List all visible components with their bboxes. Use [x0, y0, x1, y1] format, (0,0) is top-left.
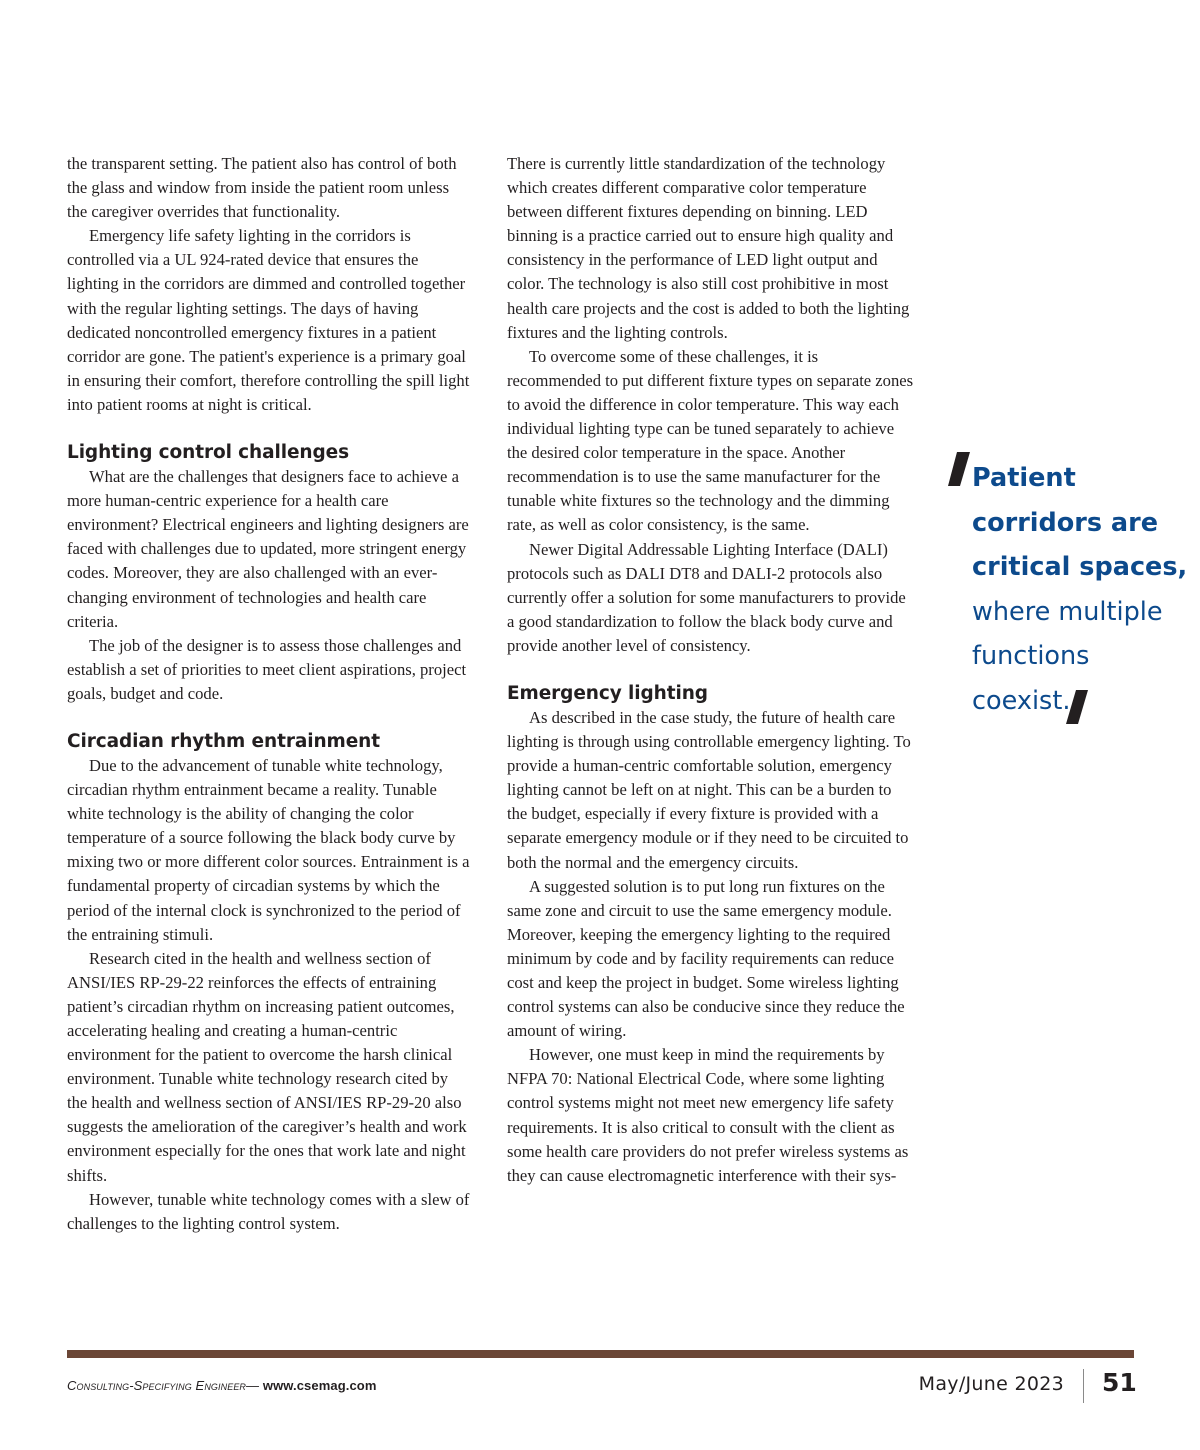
pull-quote — [972, 456, 1192, 724]
body-paragraph: The job of the designer is to assess those challenges and establish a set of priorities to meet client aspirations, project goals, budget and code. — [67, 635, 467, 703]
pull-quote-line: coexist. — [972, 685, 1071, 716]
footer-rule — [67, 1350, 1134, 1358]
section-heading: Emergency lighting — [507, 682, 708, 704]
middle-column — [507, 152, 914, 1188]
body-paragraph: Emergency life safety lighting in the corridors is controlled via a UL 924-rated device that ensures the lighting in the corridors are dimmed and controlled together with the regular lighting settings. The days of having dedicated noncontrolled emergency fixtures in a patient corridor are gone. The patient's experience is a primary goal in ensuring their comfort, therefore controlling the spill light into patient rooms at night is critical. — [67, 226, 470, 414]
body-paragraph: As described in the case study, the future of health care lighting is through using controllable emergency lighting. To provide a human-centric comfortable solution, emergency lighting cannot be left on at night. This can be a burden to the budget, especially if every fixture is provided with a separate emergency module or if they need to be circuited to both the normal and the emergency circuits. — [507, 707, 911, 872]
pull-quote-line: where multiple — [972, 596, 1163, 627]
footer-publication — [67, 1378, 377, 1393]
pull-quote-line: functions — [972, 641, 1090, 672]
publication-name: Consulting-Specifying Engineer — [67, 1378, 247, 1393]
pull-quote-line: corridors are — [972, 507, 1159, 538]
body-paragraph: To overcome some of these challenges, it is recommended to put different fixture types on separate zones to avoid the difference in color temperature. This way each individual lighting type can be tuned separately to achieve the desired color temperature in the space. Another recommendation is to use the same manufacturer for the tunable white fixtures so the technology and the dimming rate, as well as color consistency, is the same. — [507, 346, 914, 535]
pull-quote-line: critical spaces, — [972, 552, 1188, 583]
open-quote-icon — [948, 452, 970, 486]
body-paragraph: the transparent setting. The patient also has control of both the glass and window from inside the patient room unless the caregiver overrides that functionality. — [67, 154, 457, 222]
body-paragraph: However, one must keep in mind the requirements by NFPA 70: National Electrical Code, where some lighting control systems might not meet new emergency life safety requirements. It is also critical to consult with the client as some health care providers do not prefer wireless systems as they can cause electromagnetic interference with their sys- — [507, 1045, 909, 1185]
body-paragraph: There is currently little standardization of the technology which creates different comparative color temperature between different fixtures depending on binning. LED binning is a practice carried out to ensure high quality and consistency in the performance of LED light output and color. The technology is also still cost prohibitive in most health care projects and the cost is added to both the lighting fixtures and the lighting controls. — [507, 154, 910, 342]
body-paragraph: A suggested solution is to put long run fixtures on the same zone and circuit to use the same emergency module. Moreover, keeping the emergency lighting to the required minimum by code and by facility requirements can reduce cost and keep the project in budget. Some wireless lighting control systems can also be conducive since they reduce the amount of wiring. — [507, 876, 905, 1041]
footer-separator: — — [246, 1378, 260, 1393]
page-number: 51 — [1102, 1368, 1137, 1397]
pull-quote-bold — [972, 456, 1192, 590]
body-paragraph: However, tunable white technology comes with a slew of challenges to the lighting control system. — [67, 1189, 470, 1233]
pull-quote-line: Patient — [972, 463, 1076, 493]
section-heading: Circadian rhythm entrainment — [67, 730, 380, 752]
footer-url-link[interactable]: www.csemag.com — [262, 1378, 377, 1393]
close-quote-icon — [1066, 690, 1088, 724]
left-column — [67, 152, 472, 1236]
body-paragraph: Due to the advancement of tunable white technology, circadian rhythm entrainment became a reality. Tunable white technology is the ability of changing the color temperature of a source following the black body curve by mixing two or more different color sources. Entrainment is a fundamental property of circadian systems by which the period of the internal clock is synchronized to the period of the entraining stimuli. — [67, 755, 470, 944]
footer-divider — [1083, 1369, 1084, 1403]
body-paragraph: Research cited in the health and wellness section of ANSI/IES RP-29-22 reinforces the effects of entraining patient’s circadian rhythm on increasing patient outcomes, accelerating healing and creating a human-centric environment for the patient to overcome the harsh clinical environment. Tunable white technology research cited by the health and wellness section of ANSI/IES RP-29-20 also suggests the amelioration of the caregiver’s health and work environment especially for the ones that work late and night shifts. — [67, 948, 467, 1185]
section-heading: Lighting control challenges — [67, 442, 350, 464]
body-paragraph: Newer Digital Addressable Lighting Interface (DALI) protocols such as DALI DT8 and DALI-2 protocols also currently offer a solution for some manufacturers to provide a good standardization to follow the black body curve and provide another level of consistency. — [507, 539, 906, 655]
issue-date: May/June 2023 — [918, 1373, 1064, 1395]
body-paragraph: What are the challenges that designers face to achieve a more human-centric experience for a health care environment? Electrical engineers and lighting designers are faced with challenges due to updated, more stringent energy codes. Moreover, they are also challenged with an ever-changing environment of technologies and health care criteria. — [67, 467, 469, 631]
